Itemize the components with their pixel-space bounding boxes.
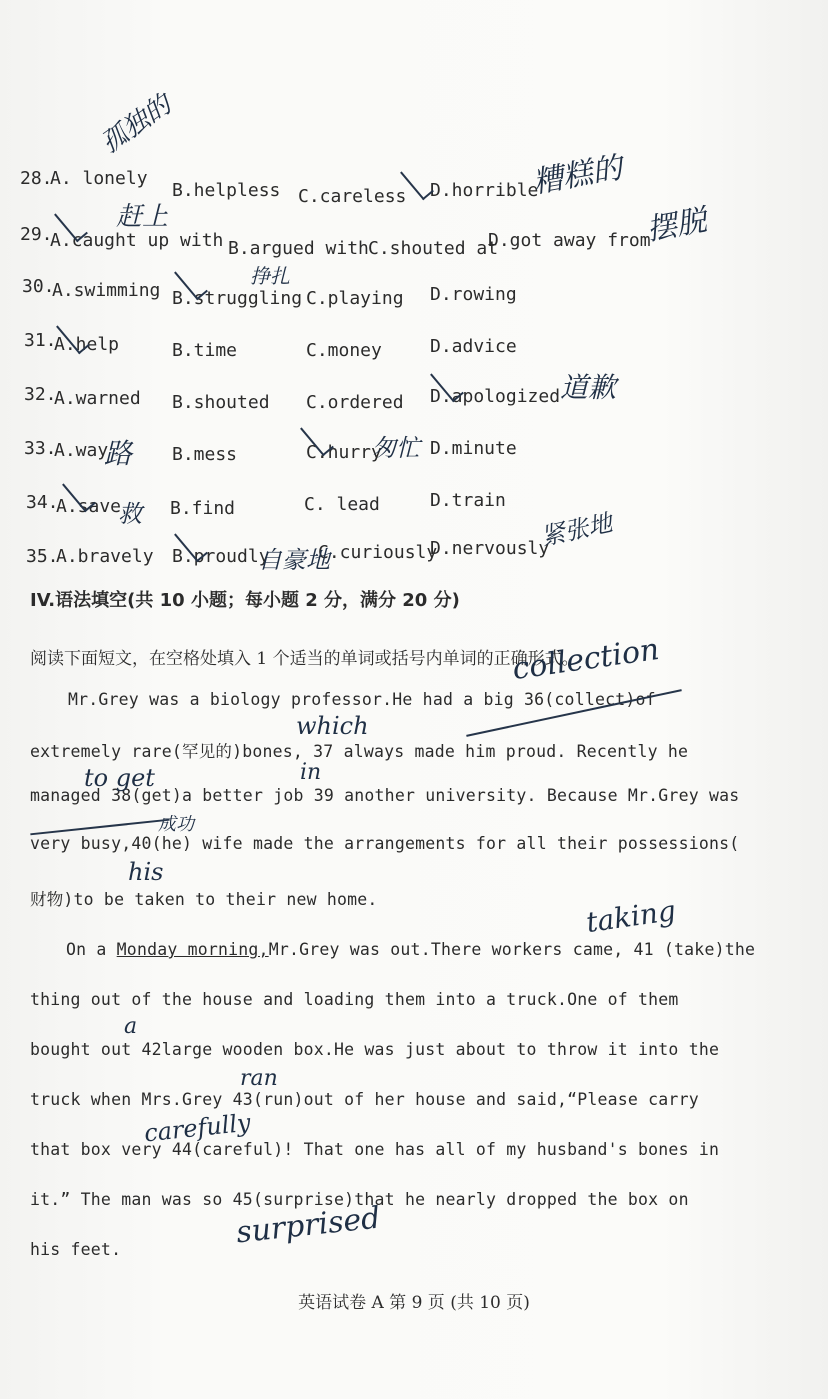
passage-line: Mr.Grey was a biology professor.He had a big 36(collect)of — [68, 690, 656, 709]
option-a: A.caught up with — [50, 230, 224, 251]
option-a: A.warned — [54, 388, 141, 409]
handwritten-note: 紧张地 — [538, 508, 615, 552]
handwritten-answer: surprised — [234, 1200, 382, 1251]
option-d: D.horrible — [430, 180, 539, 201]
handwritten-note: 成功 — [158, 814, 194, 835]
handwritten-answer: to get — [84, 764, 155, 792]
question-number: 31. — [24, 330, 57, 351]
handwritten-answer: carefully — [142, 1108, 252, 1148]
passage-line — [66, 940, 755, 959]
option-c: C.ordered — [306, 392, 404, 413]
passage-line: it.” The man was so 45(surprise)that he nearly dropped the box on — [30, 1190, 689, 1209]
handwritten-note: 匆忙 — [372, 434, 420, 462]
option-d: D.apologized — [430, 386, 561, 407]
option-d: D.train — [430, 490, 506, 511]
handwritten-note: 摆脱 — [644, 203, 710, 248]
question-number: 28. — [20, 168, 53, 189]
option-a: A.help — [54, 334, 120, 355]
option-c: C. lead — [304, 494, 380, 515]
option-b: B.helpless — [172, 180, 281, 201]
handwritten-answer: collection — [510, 631, 662, 688]
option-c: C.hurry — [306, 442, 382, 463]
passage-text: On a — [66, 940, 117, 959]
option-d: D.advice — [430, 336, 517, 357]
page-footer: 英语试卷 A 第 9 页 (共 10 页) — [298, 1293, 530, 1313]
handwritten-note: 路 — [104, 437, 133, 470]
passage-line: that box very 44(careful)! That one has all of my husband's bones in — [30, 1140, 720, 1159]
option-b: B.find — [170, 498, 236, 519]
handwritten-answer: ran — [240, 1066, 278, 1091]
passage-line: bought out 42large wooden box.He was just about to throw it into the — [30, 1040, 720, 1059]
question-number: 33. — [24, 438, 57, 459]
question-number: 35. — [26, 546, 59, 567]
option-a: A.way — [54, 440, 109, 461]
option-c: C.careless — [298, 186, 407, 207]
handwritten-note: 挣扎 — [250, 264, 290, 288]
handwritten-note: 自豪地 — [258, 546, 330, 574]
question-number: 34. — [26, 492, 59, 513]
pen-underline — [30, 819, 169, 836]
option-b: B.proudly — [172, 546, 270, 567]
passage-line: 财物)to be taken to their new home. — [30, 890, 378, 909]
option-c: C.curiously — [318, 542, 438, 563]
handwritten-answer: a — [124, 1014, 138, 1039]
section-heading: IV.语法填空(共 10 小题；每小题 2 分，满分 20 分) — [30, 590, 460, 611]
question-number: 30. — [22, 276, 55, 297]
handwritten-note: 糟糕的 — [530, 150, 625, 201]
option-b: B.time — [172, 340, 238, 361]
option-a: A.bravely — [56, 546, 154, 567]
passage-line: extremely rare(罕见的)bones, 37 always made him proud. Recently he — [30, 742, 689, 761]
handwritten-note: 道歉 — [560, 371, 617, 404]
handwritten-answer: in — [300, 760, 322, 785]
option-c: C.shouted at — [368, 238, 499, 259]
option-a: A. lonely — [50, 168, 148, 189]
option-d: D.got away from — [488, 230, 651, 251]
section-instruction: 阅读下面短文，在空格处填入 1 个适当的单词或括号内单词的正确形式。 — [30, 649, 579, 669]
option-a: A.swimming — [52, 280, 161, 301]
handwritten-answer: his — [128, 858, 164, 886]
passage-line: thing out of the house and loading them into a truck.One of them — [30, 990, 679, 1009]
passage-line: very busy,40(he) wife made the arrangements for all their possessions( — [30, 834, 740, 853]
option-b: B.struggling — [172, 288, 303, 309]
passage-line: managed 38(get)a better job 39 another university. Because Mr.Grey was — [30, 786, 740, 805]
question-number: 32. — [24, 384, 57, 405]
option-c: C.money — [306, 340, 382, 361]
handwritten-note: 孤独的 — [95, 89, 177, 160]
option-a: A.save — [56, 496, 122, 517]
handwritten-note: 赶上 — [116, 202, 169, 232]
underlined-phrase: Monday morning, — [116, 940, 269, 959]
question-number: 29. — [20, 224, 53, 245]
passage-line: truck when Mrs.Grey 43(run)out of her house and said,“Please carry — [30, 1090, 699, 1109]
passage-text: Mr.Grey was out.There workers came, 41 (take)the — [268, 940, 756, 959]
option-d: D.minute — [430, 438, 517, 459]
option-b: B.shouted — [172, 392, 270, 413]
option-b: B.mess — [172, 444, 238, 465]
passage-line: his feet. — [30, 1240, 122, 1259]
option-d: D.nervously — [430, 538, 550, 559]
handwritten-note: 救 — [118, 500, 142, 528]
option-c: C.playing — [306, 288, 404, 309]
handwritten-answer: which — [296, 712, 369, 740]
option-b: B.argued with — [228, 238, 369, 259]
option-d: D.rowing — [430, 284, 517, 305]
handwritten-answer: taking — [584, 893, 678, 940]
